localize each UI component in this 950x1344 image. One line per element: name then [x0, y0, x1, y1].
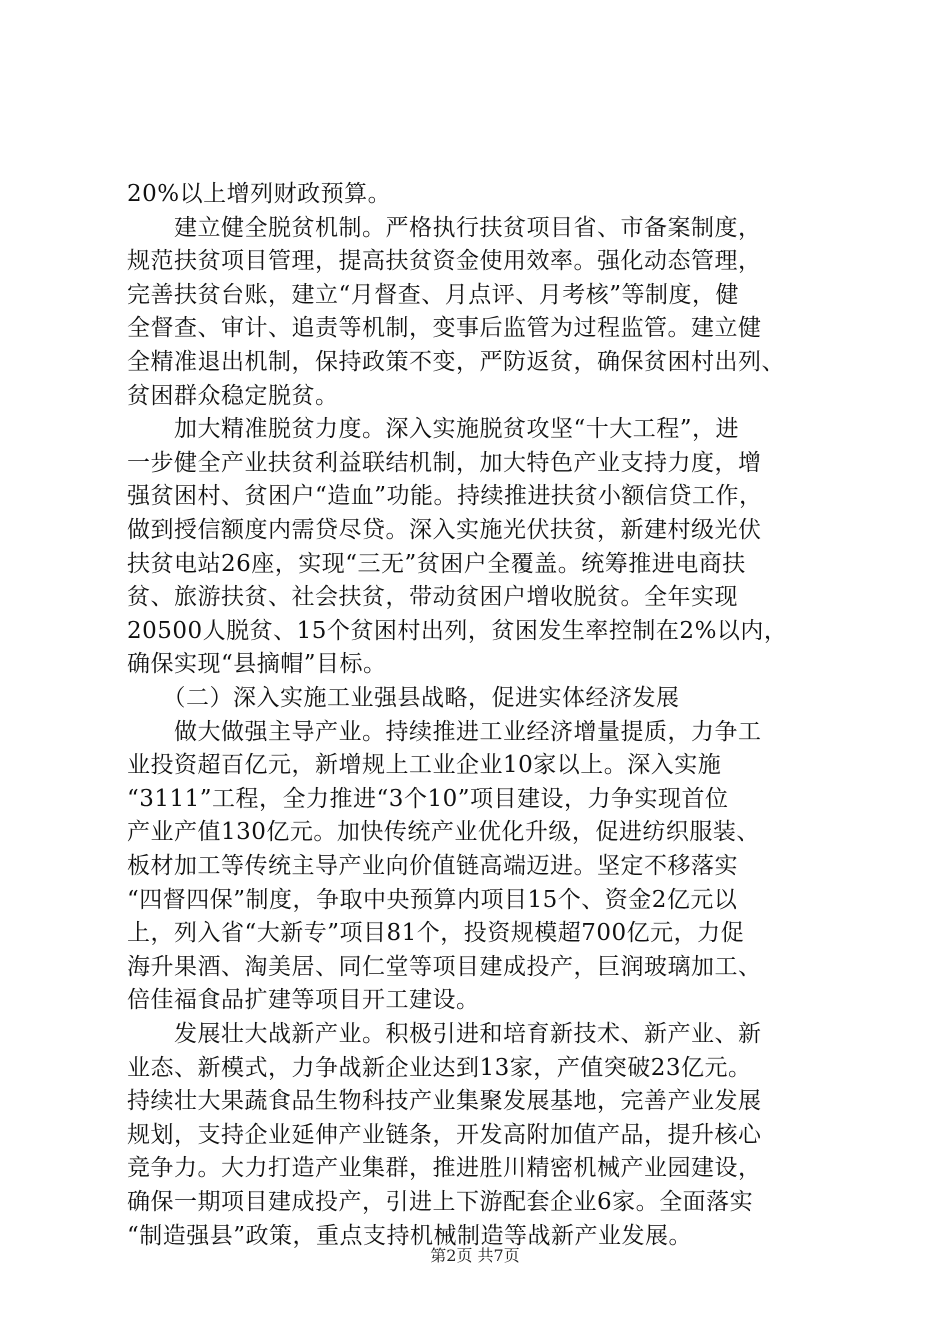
text-line: 贫困群众稳定脱贫。 [127, 383, 339, 409]
text-line: 一步健全产业扶贫利益联结机制，加大特色产业支持力度，增 [127, 450, 762, 476]
text-line: 海升果酒、淘美居、同仁堂等项目建成投产，巨润玻璃加工、 [127, 954, 762, 980]
text-line: “四督四保”制度，争取中央预算内项目15个、资金2亿元以 [127, 887, 738, 913]
text-line: 全精准退出机制，保持政策不变，严防返贫，确保贫困村出列、 [127, 349, 785, 375]
text-line: 业态、新模式，力争战新企业达到13家，产值突破23亿元。 [127, 1055, 752, 1081]
text-line: 做大做强主导产业。持续推进工业经济增量提质，力争工 [127, 719, 762, 745]
text-line: 扶贫电站26座，实现“三无”贫困户全覆盖。统筹推进电商扶 [127, 551, 746, 577]
text-line: 倍佳福食品扩建等项目开工建设。 [127, 987, 480, 1013]
text-line: 做到授信额度内需贷尽贷。深入实施光伏扶贫，新建村级光伏 [127, 517, 762, 543]
text-line: “制造强县”政策，重点支持机械制造等战新产业发展。 [127, 1223, 693, 1249]
text-line: “3111”工程，全力推进“3个10”项目建设，力争实现首位 [127, 786, 729, 812]
text-line: 完善扶贫台账，建立“月督查、月点评、月考核”等制度，健 [127, 282, 740, 308]
text-line: 贫、旅游扶贫、社会扶贫，带动贫困户增收脱贫。全年实现 [127, 584, 738, 610]
page-footer: 第2页 共7页 [430, 1246, 520, 1265]
text-line: 业投资超百亿元，新增规上工业企业10家以上。深入实施 [127, 752, 722, 778]
text-line: 板材加工等传统主导产业向价值链高端迈进。坚定不移落实 [127, 853, 738, 879]
text-line: 上，列入省“大新专”项目81个，投资规模超700亿元，力促 [127, 920, 745, 946]
text-line: 确保实现“县摘帽”目标。 [127, 651, 387, 677]
text-line: 全督查、审计、追责等机制，变事后监管为过程监管。建立健 [127, 315, 762, 341]
text-line: 加大精准脱贫力度。深入实施脱贫攻坚“十大工程”，进 [127, 416, 740, 442]
text-line: 持续壮大果蔬食品生物科技产业集聚发展基地，完善产业发展 [127, 1088, 762, 1114]
text-line: 20%以上增列财政预算。 [127, 181, 392, 207]
section-heading: （二）深入实施工业强县战略，促进实体经济发展 [127, 685, 680, 711]
text-line: 确保一期项目建成投产，引进上下游配套企业6家。全面落实 [127, 1189, 754, 1215]
text-line: 建立健全脱贫机制。严格执行扶贫项目省、市备案制度， [127, 215, 762, 241]
text-line: 强贫困村、贫困户“造血”功能。持续推进扶贫小额信贷工作， [127, 483, 763, 509]
text-line: 规划，支持企业延伸产业链条，开发高附加值产品，提升核心 [127, 1122, 762, 1148]
text-line: 发展壮大战新产业。积极引进和培育新技术、新产业、新 [127, 1021, 762, 1047]
text-line: 20500人脱贫、15个贫困村出列，贫困发生率控制在2%以内， [127, 618, 788, 644]
text-line: 竞争力。大力打造产业集群，推进胜川精密机械产业园建设， [127, 1155, 762, 1181]
text-line: 规范扶贫项目管理，提高扶贫资金使用效率。强化动态管理， [127, 248, 762, 274]
text-line: 产业产值130亿元。加快传统产业优化升级，促进纺织服装、 [127, 819, 760, 845]
